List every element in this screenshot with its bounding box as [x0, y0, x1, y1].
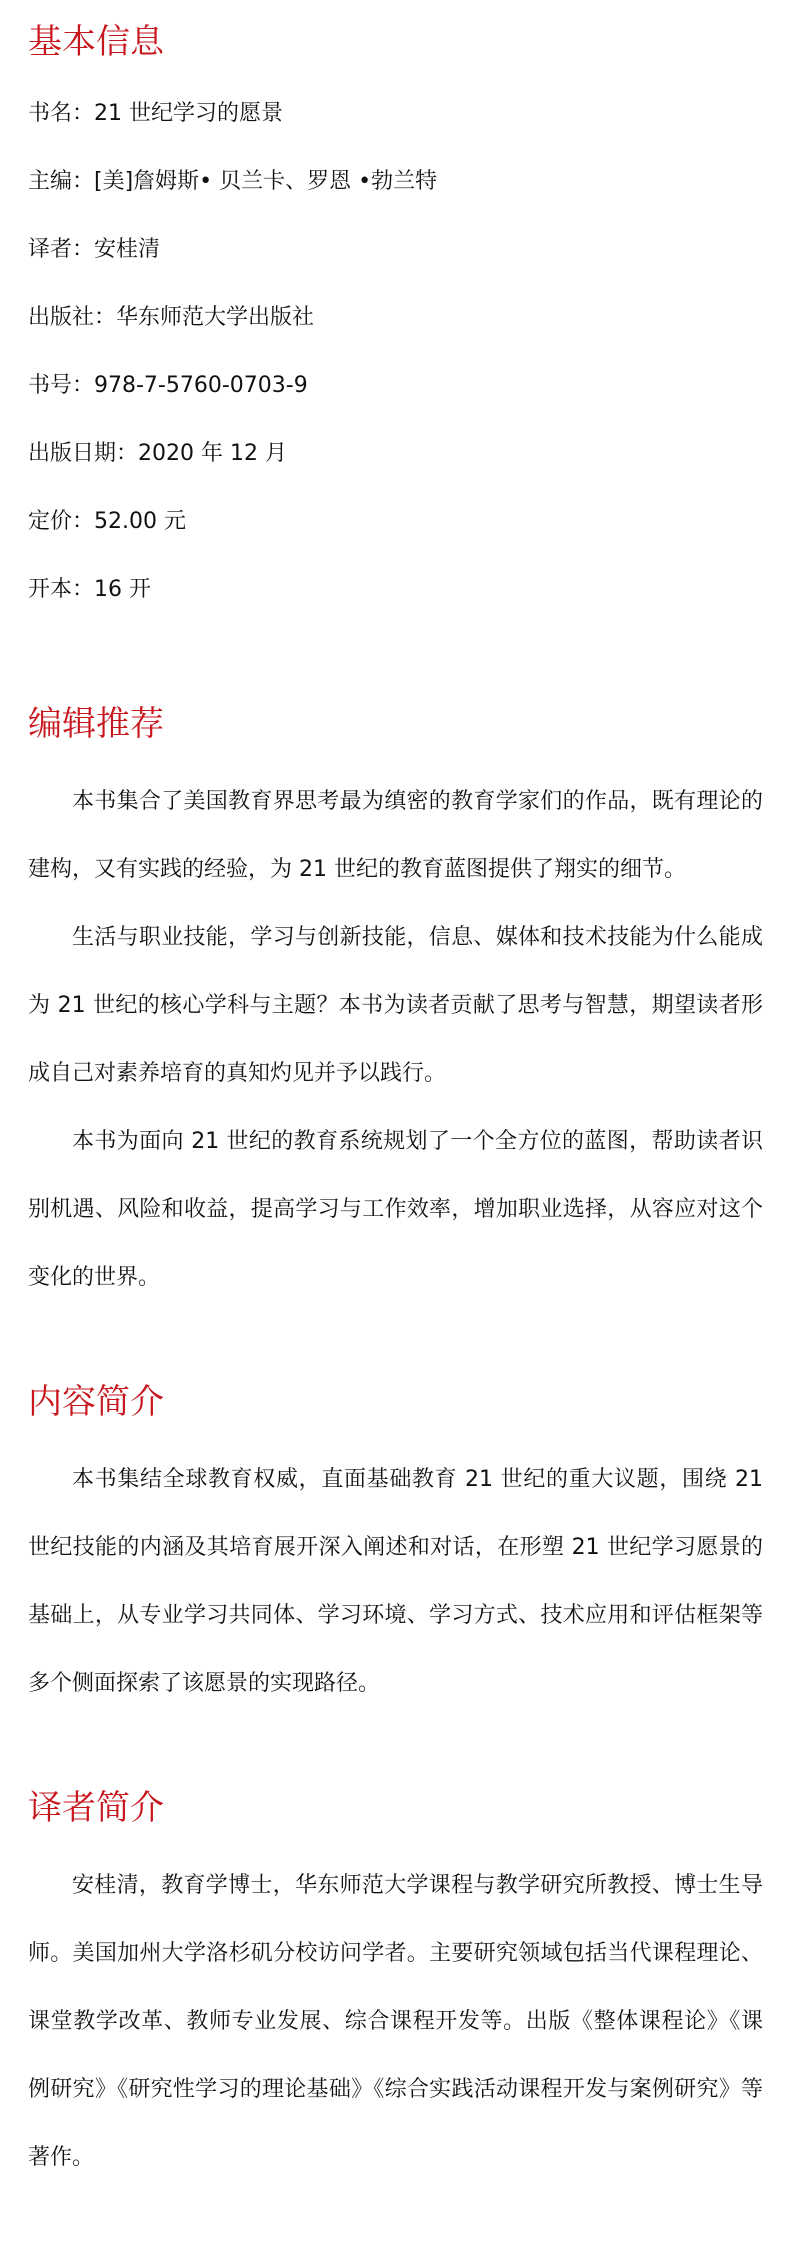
editor-recommendation-paragraph: 生活与职业技能，学习与创新技能，信息、媒体和技术技能为什么能成为 21 世纪的核心学科与主题？本书为读者贡献了思考与智慧，期望读者形成自己对素养培育的真知灼见并予以践行。: [28, 925, 763, 1086]
translator-intro-heading: 译者简介: [28, 1788, 164, 1828]
editor-recommendation-paragraph: 本书为面向 21 世纪的教育系统规划了一个全方位的蓝图，帮助读者识别机遇、风险和收益，提高学习与工作效率，增加职业选择，从容应对这个变化的世界。: [28, 1129, 763, 1290]
info-isbn: 书号：978-7-5760-0703-9: [28, 373, 308, 398]
editor-recommendation-heading: 编辑推荐: [28, 704, 164, 744]
basic-info-heading: 基本信息: [28, 22, 164, 62]
info-editors: 主编：[美]詹姆斯• 贝兰卡、罗恩 •勃兰特: [28, 169, 438, 194]
content-summary-paragraph: 本书集结全球教育权威，直面基础教育 21 世纪的重大议题，围绕 21 世纪技能的内涵及其培育展开深入阐述和对话，在形塑 21 世纪学习愿景的基础上，从专业学习共同体、学习环境、学习方式、技术应用和评估框架等多个侧面探索了该愿景的实现路径。: [28, 1467, 763, 1696]
editor-recommendation-paragraph: 本书集合了美国教育界思考最为缜密的教育学家们的作品，既有理论的建构，又有实践的经验，为 21 世纪的教育蓝图提供了翔实的细节。: [28, 789, 763, 882]
info-translator: 译者：安桂清: [28, 237, 161, 262]
info-publisher: 出版社：华东师范大学出版社: [28, 305, 315, 330]
info-publish-date: 出版日期：2020 年 12 月: [28, 441, 287, 466]
content-summary-heading: 内容简介: [28, 1382, 164, 1422]
translator-intro-paragraph: 安桂清，教育学博士，华东师范大学课程与教学研究所教授、博士生导师。美国加州大学洛杉矶分校访问学者。主要研究领域包括当代课程理论、课堂教学改革、教师专业发展、综合课程开发等。出版《整体课程论》《课例研究》《研究性学习的理论基础》《综合实践活动课程开发与案例研究》等著作。: [28, 1873, 763, 2170]
info-format: 开本：16 开: [28, 577, 151, 602]
info-price: 定价：52.00 元: [28, 509, 186, 534]
info-book-title: 书名：21 世纪学习的愿景: [28, 101, 283, 126]
